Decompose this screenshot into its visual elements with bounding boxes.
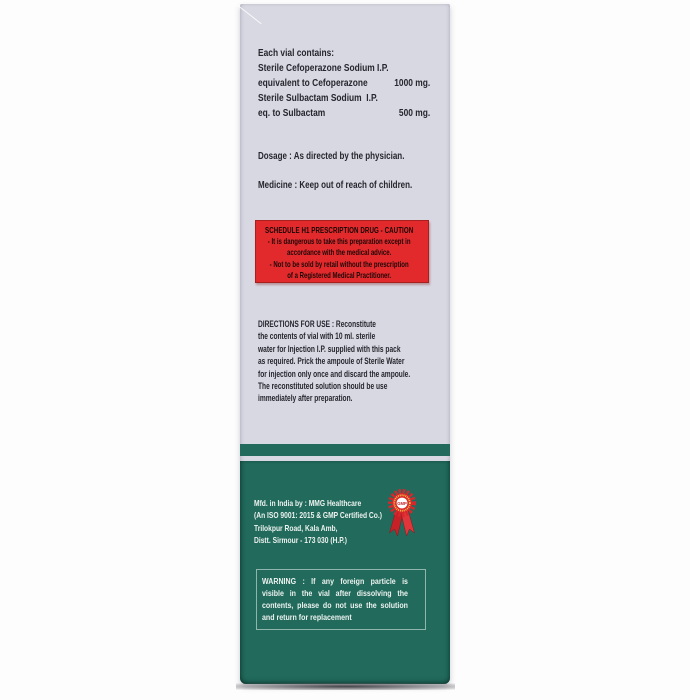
manufacturer-block bbox=[254, 497, 466, 546]
schedule-caution-line: - It is dangerous to take this preparation except in bbox=[267, 236, 411, 246]
warning-line: visible in the vial after dissolving the bbox=[262, 588, 408, 599]
schedule-caution-line: accordance with the medical advice. bbox=[287, 247, 392, 258]
directions-line: The reconstituted solution should be use bbox=[258, 381, 388, 392]
directions-line: for injection only once and discard the ampoule. bbox=[258, 368, 411, 379]
warning-line: contents, please do not use the solution bbox=[262, 600, 408, 611]
warning-line: WARNING : If any foreign particle is bbox=[262, 576, 408, 586]
directions-line: immediately after preparation. bbox=[258, 393, 353, 404]
composition-heading: Each vial contains: bbox=[258, 48, 335, 59]
manufacturer-line: Trilokpur Road, Kala Amb, bbox=[254, 522, 338, 533]
carton-fold-crease bbox=[237, 5, 261, 24]
schedule-caution-line: of a Registered Medical Practitioner. bbox=[287, 270, 392, 281]
dosage-line: Dosage : As directed by the physician. bbox=[258, 151, 405, 162]
ingredient-row bbox=[258, 91, 430, 106]
ingredient-name: Sterile Cefoperazone Sodium I.P. bbox=[258, 63, 389, 74]
ingredient-name: Sterile Sulbactam Sodium I.P. bbox=[258, 93, 378, 104]
manufacturer-line: Mfd. in India by : MMG Healthcare bbox=[254, 498, 362, 508]
directions-line: water for Injection I.P. supplied with this pack bbox=[258, 343, 401, 354]
carton-bottom-shadow bbox=[236, 683, 455, 690]
directions-line: DIRECTIONS FOR USE : Reconstitute bbox=[258, 319, 376, 329]
ingredient-strength: 500 mg. bbox=[398, 108, 431, 119]
ingredient-name: equivalent to Cefoperazone bbox=[258, 78, 368, 89]
manufacturer-line: Distt. Sirmour - 173 030 (H.P.) bbox=[254, 534, 347, 545]
directions-block bbox=[258, 318, 486, 405]
schedule-caution-title: SCHEDULE H1 PRESCRIPTION DRUG - CAUTION bbox=[265, 225, 414, 235]
dosage-text bbox=[258, 151, 463, 162]
warning-line: and return for replacement bbox=[262, 612, 352, 623]
directions-line: as required. Prick the ampoule of Sterile Water bbox=[258, 356, 405, 367]
composition-block bbox=[258, 46, 463, 121]
medicine-carton bbox=[240, 4, 450, 684]
manufacturer-line: (An ISO 9001: 2015 & GMP Certified Co.) bbox=[254, 510, 382, 521]
warning-box bbox=[256, 569, 426, 630]
gmp-seal-icon bbox=[382, 487, 422, 547]
green-stripe bbox=[240, 444, 450, 456]
green-bottom-panel bbox=[240, 461, 450, 684]
medicine-text bbox=[258, 180, 463, 191]
ingredient-strength: 1000 mg. bbox=[394, 78, 431, 89]
medicine-line: Medicine : Keep out of reach of children. bbox=[258, 180, 413, 191]
schedule-caution-line: - Not to be sold by retail without the prescription bbox=[269, 258, 409, 269]
gmp-seal-label: GMP bbox=[397, 500, 407, 506]
directions-line: the contents of vial with 10 ml. sterile bbox=[258, 331, 376, 342]
ingredient-name: eq. to Sulbactam bbox=[258, 108, 326, 119]
schedule-caution-box bbox=[255, 220, 429, 283]
ingredient-row bbox=[258, 61, 430, 76]
ingredient-row bbox=[258, 76, 430, 91]
ingredient-row bbox=[258, 106, 430, 121]
